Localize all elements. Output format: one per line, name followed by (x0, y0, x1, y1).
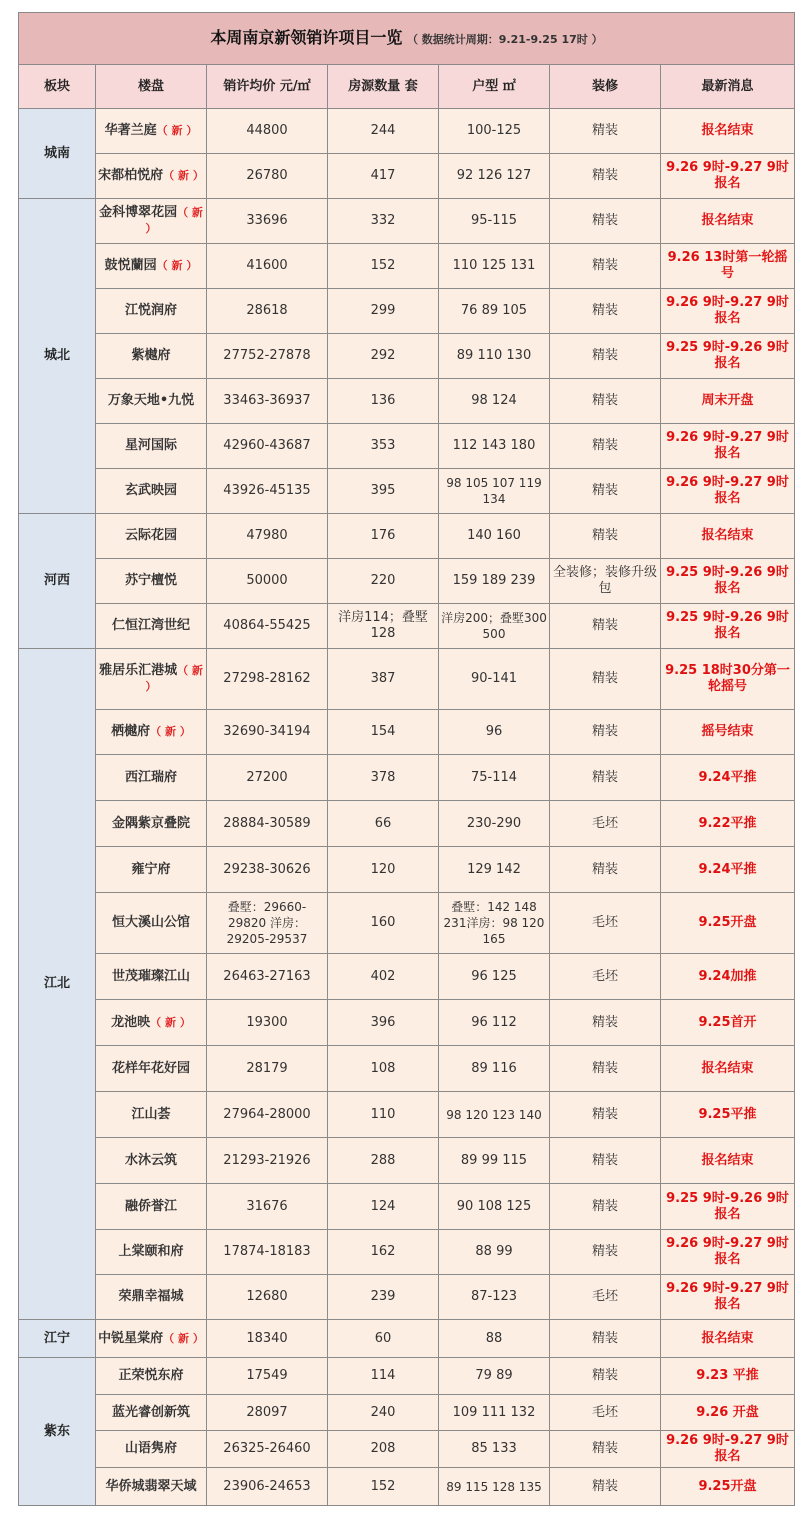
price-cell: 27298-28162 (207, 649, 328, 710)
new-tag: （ 新 ） (163, 1331, 204, 1345)
news-cell: 9.24平推 (661, 755, 795, 801)
price-cell: 43926-45135 (207, 469, 328, 514)
project-name-cell (96, 109, 207, 154)
table-body (19, 109, 795, 1506)
units-cell: 136 (328, 379, 439, 424)
units-cell: 66 (328, 801, 439, 847)
layout-cell: 87-123 (439, 1275, 550, 1320)
project-name-cell (96, 154, 207, 199)
table-row (19, 514, 795, 559)
decoration-cell: 精装 (550, 379, 661, 424)
units-cell: 152 (328, 1468, 439, 1506)
header-row (19, 65, 795, 109)
project-name-cell (96, 954, 207, 1000)
project-name-cell (96, 559, 207, 604)
news-cell: 9.25首开 (661, 1000, 795, 1046)
table-row (19, 1184, 795, 1230)
units-cell: 240 (328, 1395, 439, 1431)
table-row (19, 847, 795, 893)
table-row (19, 710, 795, 755)
decoration-cell: 精装 (550, 244, 661, 289)
decoration-cell: 毛坯 (550, 1395, 661, 1431)
new-tag: （ 新 ） (156, 124, 198, 137)
project-name: 花样年花好园 (111, 1060, 190, 1076)
layout-cell: 叠墅：142 148 231洋房：98 120 165 (439, 893, 550, 954)
decoration-cell: 精装 (550, 755, 661, 801)
decoration-cell: 毛坯 (550, 893, 661, 954)
price-cell: 31676 (207, 1184, 328, 1230)
project-name-cell (96, 893, 207, 954)
table-row (19, 379, 795, 424)
units-cell: 396 (328, 1000, 439, 1046)
table-row (19, 801, 795, 847)
layout-cell: 112 143 180 (439, 424, 550, 469)
units-cell: 244 (328, 109, 439, 154)
project-name-cell (96, 379, 207, 424)
price-cell: 28618 (207, 289, 328, 334)
news-cell: 9.23 平推 (661, 1358, 795, 1395)
units-cell: 162 (328, 1230, 439, 1275)
layout-cell: 88 99 (439, 1230, 550, 1275)
project-name-cell (96, 424, 207, 469)
price-cell: 12680 (207, 1275, 328, 1320)
title-sub: （ 数据统计周期：9.21-9.25 17时 ） (406, 32, 603, 46)
project-name: 苏宁檀悦 (124, 573, 177, 588)
news-cell: 报名结束 (661, 109, 795, 154)
units-cell: 395 (328, 469, 439, 514)
layout-cell: 92 126 127 (439, 154, 550, 199)
decoration-cell: 精装 (550, 1046, 661, 1092)
price-cell: 27200 (207, 755, 328, 801)
decoration-cell: 精装 (550, 1000, 661, 1046)
project-name: 鼓悦蘭园 (104, 258, 157, 273)
project-name: 蓝光睿创新筑 (111, 1404, 190, 1420)
news-cell: 9.24平推 (661, 847, 795, 893)
price-cell: 44800 (207, 109, 328, 154)
project-name-cell (96, 1395, 207, 1431)
news-cell: 9.26 开盘 (661, 1395, 795, 1431)
news-cell: 报名结束 (661, 1138, 795, 1184)
table-row (19, 649, 795, 710)
project-name: 仁恒江湾世纪 (111, 618, 190, 633)
new-tag: （ 新 ） (163, 169, 204, 182)
project-name: 宋都柏悦府 (98, 168, 164, 183)
new-tag: （ 新 ） (150, 725, 191, 738)
layout-cell: 89 99 115 (439, 1138, 550, 1184)
price-cell: 28179 (207, 1046, 328, 1092)
project-name: 荣鼎幸福城 (118, 1289, 184, 1304)
project-name: 云际花园 (124, 528, 177, 543)
price-cell: 17549 (207, 1358, 328, 1395)
layout-cell: 90-141 (439, 649, 550, 710)
project-name: 江悦润府 (124, 303, 177, 318)
decoration-cell: 毛坯 (550, 1275, 661, 1320)
region-cell: 江北 (19, 649, 96, 1320)
news-cell: 9.26 9时-9.27 9时报名 (661, 289, 795, 334)
units-cell: 353 (328, 424, 439, 469)
units-cell: 292 (328, 334, 439, 379)
units-cell: 114 (328, 1358, 439, 1395)
project-name-cell (96, 244, 207, 289)
project-name: 上棠颐和府 (118, 1244, 184, 1259)
project-name: 正荣悦东府 (118, 1368, 184, 1383)
price-cell: 28884-30589 (207, 801, 328, 847)
project-name-cell (96, 199, 207, 244)
table-row (19, 1468, 795, 1506)
decoration-cell: 精装 (550, 1468, 661, 1506)
news-cell: 9.25开盘 (661, 893, 795, 954)
table-row (19, 604, 795, 649)
decoration-cell: 毛坯 (550, 954, 661, 1000)
project-name-cell (96, 1468, 207, 1506)
project-name: 金科博翠花园 (99, 205, 178, 220)
decoration-cell: 精装 (550, 1431, 661, 1468)
news-cell: 9.26 9时-9.27 9时报名 (661, 1230, 795, 1275)
table-row (19, 469, 795, 514)
layout-cell: 98 105 107 119 134 (439, 469, 550, 514)
news-cell: 9.25 18时30分第一轮摇号 (661, 649, 795, 710)
table-row (19, 559, 795, 604)
news-cell: 9.25平推 (661, 1092, 795, 1138)
units-cell: 378 (328, 755, 439, 801)
news-cell: 9.26 9时-9.27 9时报名 (661, 1275, 795, 1320)
news-cell: 9.22平推 (661, 801, 795, 847)
layout-cell: 96 112 (439, 1000, 550, 1046)
new-tag: （ 新 ） (145, 664, 203, 693)
units-cell: 208 (328, 1431, 439, 1468)
project-name: 雅居乐汇港城 (99, 663, 178, 678)
price-cell: 41600 (207, 244, 328, 289)
units-cell: 299 (328, 289, 439, 334)
decoration-cell: 精装 (550, 649, 661, 710)
layout-cell: 129 142 (439, 847, 550, 893)
layout-cell: 140 160 (439, 514, 550, 559)
project-name-cell (96, 289, 207, 334)
decoration-cell: 精装 (550, 1138, 661, 1184)
units-cell: 108 (328, 1046, 439, 1092)
news-cell: 9.25 9时-9.26 9时报名 (661, 559, 795, 604)
project-name-cell (96, 801, 207, 847)
price-cell: 26325-26460 (207, 1431, 328, 1468)
price-cell: 叠墅：29660-29820 洋房：29205-29537 (207, 893, 328, 954)
units-cell: 160 (328, 893, 439, 954)
header-decoration: 装修 (550, 65, 661, 109)
header-project: 楼盘 (96, 65, 207, 109)
units-cell: 124 (328, 1184, 439, 1230)
table-row (19, 289, 795, 334)
price-cell: 29238-30626 (207, 847, 328, 893)
decoration-cell: 精装 (550, 424, 661, 469)
news-cell: 9.25开盘 (661, 1468, 795, 1506)
price-cell: 27964-28000 (207, 1092, 328, 1138)
news-cell: 摇号结束 (661, 710, 795, 755)
project-table-frame (18, 12, 794, 1506)
table-row (19, 1320, 795, 1358)
table-row (19, 244, 795, 289)
region-cell: 城南 (19, 109, 96, 199)
decoration-cell: 精装 (550, 1358, 661, 1395)
new-tag: （ 新 ） (145, 206, 203, 235)
price-cell: 40864-55425 (207, 604, 328, 649)
project-name: 华侨城翡翠天域 (105, 1478, 197, 1494)
decoration-cell: 精装 (550, 469, 661, 514)
price-cell: 33696 (207, 199, 328, 244)
news-cell: 9.24加推 (661, 954, 795, 1000)
news-cell: 9.26 9时-9.27 9时报名 (661, 154, 795, 199)
news-cell: 报名结束 (661, 199, 795, 244)
table-row (19, 1230, 795, 1275)
price-cell: 21293-21926 (207, 1138, 328, 1184)
project-name-cell (96, 604, 207, 649)
layout-cell: 90 108 125 (439, 1184, 550, 1230)
header-units: 房源数量 套 (328, 65, 439, 109)
project-name-cell (96, 847, 207, 893)
project-name: 恒大溪山公馆 (111, 915, 190, 930)
decoration-cell: 精装 (550, 109, 661, 154)
units-cell: 288 (328, 1138, 439, 1184)
news-cell: 报名结束 (661, 514, 795, 559)
decoration-cell: 精装 (550, 514, 661, 559)
units-cell: 152 (328, 244, 439, 289)
layout-cell: 159 189 239 (439, 559, 550, 604)
table-row (19, 1431, 795, 1468)
price-cell: 32690-34194 (207, 710, 328, 755)
header-price: 销许均价 元/㎡ (207, 65, 328, 109)
units-cell: 60 (328, 1320, 439, 1358)
region-cell: 紫东 (19, 1358, 96, 1506)
decoration-cell: 精装 (550, 334, 661, 379)
layout-cell: 89 110 130 (439, 334, 550, 379)
project-name-cell (96, 649, 207, 710)
decoration-cell: 精装 (550, 710, 661, 755)
project-name-cell (96, 1230, 207, 1275)
decoration-cell: 精装 (550, 199, 661, 244)
units-cell: 176 (328, 514, 439, 559)
project-name: 金隅紫京叠院 (111, 815, 190, 831)
units-cell: 洋房114；叠墅128 (328, 604, 439, 649)
table-row (19, 1046, 795, 1092)
table-row (19, 755, 795, 801)
layout-cell: 98 124 (439, 379, 550, 424)
project-name: 融侨誉江 (124, 1198, 177, 1214)
news-cell: 9.26 13时第一轮摇号 (661, 244, 795, 289)
table-row (19, 424, 795, 469)
price-cell: 17874-18183 (207, 1230, 328, 1275)
layout-cell: 100-125 (439, 109, 550, 154)
layout-cell: 76 89 105 (439, 289, 550, 334)
project-name-cell (96, 1184, 207, 1230)
layout-cell: 96 (439, 710, 550, 755)
header-region: 板块 (19, 65, 96, 109)
units-cell: 110 (328, 1092, 439, 1138)
project-name: 龙池映 (111, 1014, 151, 1030)
project-name-cell (96, 1092, 207, 1138)
layout-cell: 75-114 (439, 755, 550, 801)
news-cell: 9.25 9时-9.26 9时报名 (661, 604, 795, 649)
table-row (19, 1275, 795, 1320)
layout-cell: 230-290 (439, 801, 550, 847)
decoration-cell: 精装 (550, 1320, 661, 1358)
layout-cell: 88 (439, 1320, 550, 1358)
table-row (19, 334, 795, 379)
project-name-cell (96, 514, 207, 559)
table-row (19, 1138, 795, 1184)
news-cell: 报名结束 (661, 1046, 795, 1092)
project-name: 西江瑞府 (124, 769, 177, 785)
project-name-cell (96, 1000, 207, 1046)
project-name: 栖樾府 (111, 724, 151, 739)
project-name-cell (96, 1275, 207, 1320)
new-tag: （ 新 ） (150, 1015, 191, 1029)
project-name-cell (96, 710, 207, 755)
decoration-cell: 精装 (550, 1092, 661, 1138)
project-name-cell (96, 1138, 207, 1184)
price-cell: 33463-36937 (207, 379, 328, 424)
price-cell: 50000 (207, 559, 328, 604)
table-row (19, 954, 795, 1000)
news-cell: 9.26 9时-9.27 9时报名 (661, 424, 795, 469)
layout-cell: 109 111 132 (439, 1395, 550, 1431)
price-cell: 28097 (207, 1395, 328, 1431)
layout-cell: 98 120 123 140 (439, 1092, 550, 1138)
table-row (19, 1092, 795, 1138)
layout-cell: 79 89 (439, 1358, 550, 1395)
project-name: 雍宁府 (131, 861, 171, 877)
project-name: 中锐星棠府 (98, 1330, 164, 1346)
layout-cell: 96 125 (439, 954, 550, 1000)
project-table (18, 12, 795, 1506)
new-tag: （ 新 ） (156, 259, 198, 272)
project-name: 万象天地•九悦 (107, 393, 195, 408)
title-main: 本周南京新领销许项目一览 (210, 27, 403, 47)
table-row (19, 1000, 795, 1046)
region-cell: 江宁 (19, 1320, 96, 1358)
project-name-cell (96, 469, 207, 514)
table-row (19, 109, 795, 154)
news-cell: 9.26 9时-9.27 9时报名 (661, 469, 795, 514)
decoration-cell: 精装 (550, 289, 661, 334)
decoration-cell: 全装修；装修升级包 (550, 559, 661, 604)
decoration-cell: 精装 (550, 154, 661, 199)
price-cell: 23906-24653 (207, 1468, 328, 1506)
decoration-cell: 毛坯 (550, 801, 661, 847)
units-cell: 387 (328, 649, 439, 710)
units-cell: 332 (328, 199, 439, 244)
project-name: 水沐云筑 (124, 1152, 177, 1168)
decoration-cell: 精装 (550, 847, 661, 893)
project-name: 世茂璀璨江山 (111, 968, 190, 984)
table-row (19, 1395, 795, 1431)
table-row (19, 199, 795, 244)
units-cell: 154 (328, 710, 439, 755)
layout-cell: 95-115 (439, 199, 550, 244)
decoration-cell: 精装 (550, 604, 661, 649)
units-cell: 402 (328, 954, 439, 1000)
project-name-cell (96, 1431, 207, 1468)
units-cell: 239 (328, 1275, 439, 1320)
table-row (19, 1358, 795, 1395)
table-row (19, 893, 795, 954)
project-name: 玄武映园 (124, 483, 177, 498)
project-name-cell (96, 755, 207, 801)
table-title (19, 13, 795, 65)
layout-cell: 89 115 128 135 (439, 1468, 550, 1506)
project-name: 华著兰庭 (104, 123, 157, 138)
news-cell: 9.25 9时-9.26 9时报名 (661, 334, 795, 379)
units-cell: 120 (328, 847, 439, 893)
news-cell: 报名结束 (661, 1320, 795, 1358)
region-cell: 河西 (19, 514, 96, 649)
news-cell: 周末开盘 (661, 379, 795, 424)
layout-cell: 洋房200；叠墅300 500 (439, 604, 550, 649)
price-cell: 26463-27163 (207, 954, 328, 1000)
project-name: 江山荟 (131, 1106, 171, 1122)
header-layout: 户型 ㎡ (439, 65, 550, 109)
price-cell: 26780 (207, 154, 328, 199)
project-name: 紫樾府 (131, 348, 171, 363)
price-cell: 19300 (207, 1000, 328, 1046)
price-cell: 27752-27878 (207, 334, 328, 379)
table-row (19, 154, 795, 199)
project-name-cell (96, 1358, 207, 1395)
units-cell: 417 (328, 154, 439, 199)
project-name-cell (96, 334, 207, 379)
project-name: 山语隽府 (124, 1441, 177, 1456)
units-cell: 220 (328, 559, 439, 604)
project-name-cell (96, 1320, 207, 1358)
price-cell: 18340 (207, 1320, 328, 1358)
decoration-cell: 精装 (550, 1230, 661, 1275)
layout-cell: 89 116 (439, 1046, 550, 1092)
region-cell: 城北 (19, 199, 96, 514)
layout-cell: 110 125 131 (439, 244, 550, 289)
decoration-cell: 精装 (550, 1184, 661, 1230)
price-cell: 42960-43687 (207, 424, 328, 469)
project-name-cell (96, 1046, 207, 1092)
news-cell: 9.25 9时-9.26 9时报名 (661, 1184, 795, 1230)
header-news: 最新消息 (661, 65, 795, 109)
layout-cell: 85 133 (439, 1431, 550, 1468)
price-cell: 47980 (207, 514, 328, 559)
project-name: 星河国际 (124, 438, 177, 453)
news-cell: 9.26 9时-9.27 9时报名 (661, 1431, 795, 1468)
